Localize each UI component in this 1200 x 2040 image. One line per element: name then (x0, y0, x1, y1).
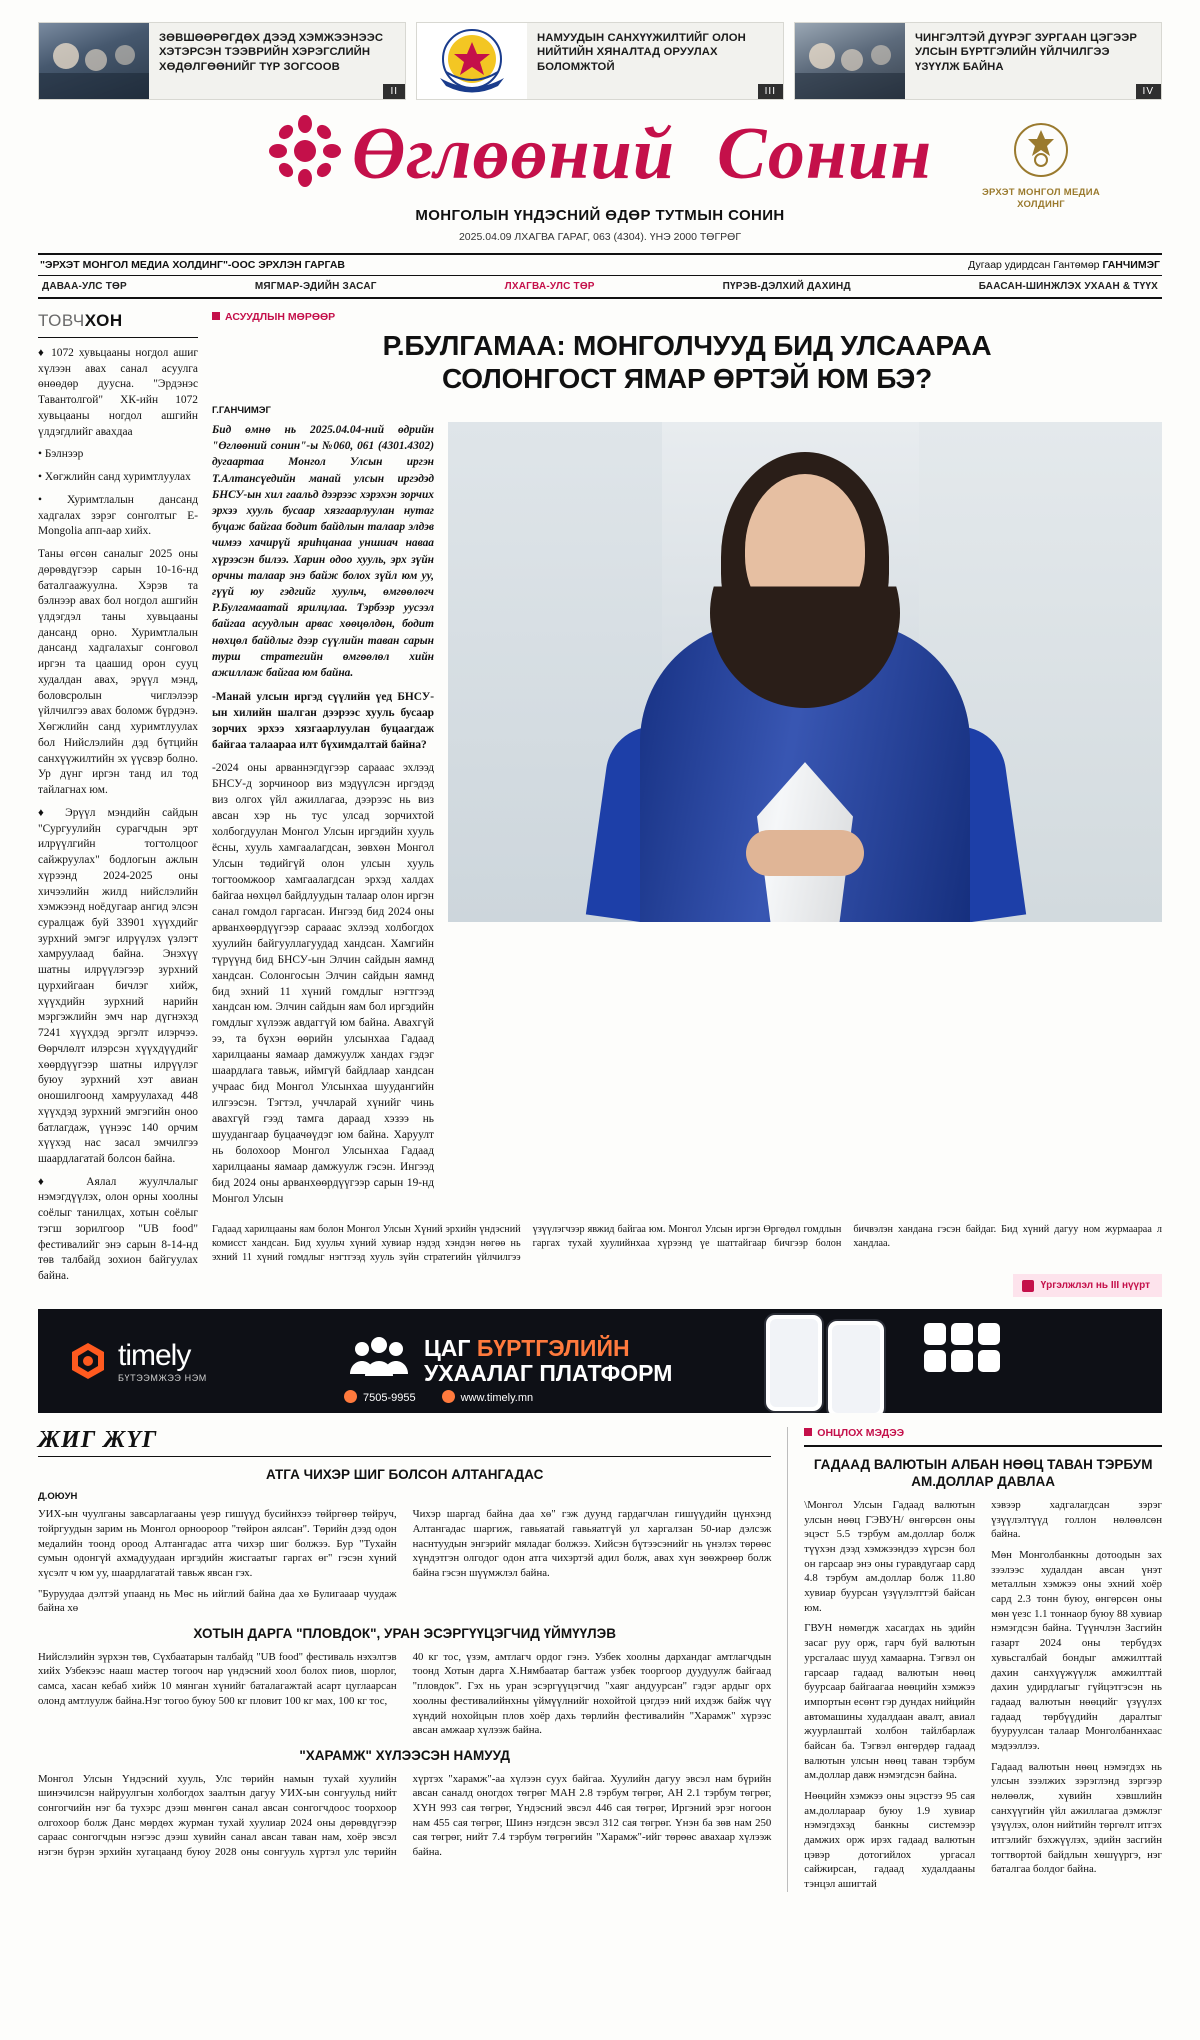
ad-brand-name: timely (118, 1339, 191, 1373)
teaser-page-number: II (383, 84, 405, 99)
nav-item-wednesday[interactable]: ЛХАГВА-УЛС ТӨР (504, 281, 595, 292)
nav-item-monday[interactable]: ДАВАА-УЛС ТӨР (42, 281, 127, 292)
kicker-square-icon (804, 1428, 812, 1436)
continuation-label[interactable]: Үргэлжлэл нь III нүүрт (1013, 1274, 1162, 1297)
editor-line (968, 259, 1160, 271)
editor-name: ГАНЧИМЭГ (1102, 259, 1160, 271)
masthead-subtitle: МОНГОЛЫН ҮНДЭСНИЙ ӨДӨР ТУТМЫН СОНИН (415, 207, 785, 224)
paragraph: Монгол Улсын Үндэсний хууль, Улс төрийн намын тухай хуулийн шинэчилсэн найруулгын холбогдох заалтын дагуу УИХ-ын сонгуульд нийт сонгогчийн нэг ба тухэрс дээш мөнгөн санал авсан сонгогчдоос тоорхоор олгохоор болж Данс мөрдөх журман тухай хуулиар 2024 оны дөрөвдүгээр сараас сонгогчдын нэгээс дээш хувийн санал авсан таван нам, хоёр эвсэл нэгэн бүрэн эрхийн хугацаанд буюу 2028 оны сонгууль хүртэл улс төрийн хүртэх "харамж"-аа хүлээн суух байгаа. Хуулийн дагуу эвсэл нам бүрийн авсан саналд оногдох төгрөг МАН 2.8 тэрбум төгрөг, АН 2.1 тэрбум төгрөг, ХҮН 993 сая төгрөг, Үндэсний эвсэл 446 сая төгрөг, Иргэний эрэг ногоон нам 455 сая төгрөг, Шинэ нэгдсэн эвсэл 312 сая төгрөг. Үнэн ба зөв нам 250 сая төгрөг, нийт 7.4 тэрбум төгрөгийн "Харамж"-ийг төрөөс авахаар хүлээж байна. (38, 1772, 772, 1859)
teaser-strip (38, 0, 1162, 100)
teaser-page-number: IV (1136, 84, 1161, 99)
article-text-column (212, 422, 434, 1215)
ad-slogan-part2: БҮРТГЭЛИЙН (476, 1334, 630, 1361)
brief-item: Таны өгсөн саналыг 2025 оны дөрөвдүгээр сарын 10-16-нд баталгаажуулна. Хэрэв та бэлнээр авах бол ногдол ашгийн үлдэгдэл таны хувьцааны дансанд орно. Хуримтлалын дансанд хадгалахыг сонговол иргэн та цаашид орон сууц худалдан авах, эрүүл мэнд, боловсролын чиглэлээр үйлчилгээ авах боломж бүрдэнэ. Хөгжлийн санд хуримтлуулах бол Нийслэлийн дэд бүтцийн санхүүжилтийн эх үүсвэр болно. Ур дүнг иргэн танд ил тод тайлагнах юм. (38, 548, 198, 797)
teaser-item[interactable] (416, 22, 784, 100)
feature-body-2 (38, 1650, 771, 1738)
article-answer: -2024 оны арваннэгдүгээр сарааас эхлээд БНСУ-д зорчиноор виз мэдүүлсэн иргэдэд виз олгох үйл ажиллагаа, дээрээс нь виз авсан хэр нь тус улсад зорчихтой холбогдуулан Монгол Улсын иргэдийн хууль ёсны, хууль хамгаалагдсан, зөвхөн Монгол Улсын төдийгүй олон улсын хууль тогтоомжоор хамгаалагдсан эрхэд халдах байгаа нөхцөл байдлуудын талаар олон иргэн санал гомдол гаргасан. Ингээд бид 2024 оны арванхөөрдүүгээр сарааас эхлээд холбогдох хуулийн байгууллагуудад хандсан. Хамгийн түрүүнд бид БНСУ-ын Элчин сайдын яамнд хандсан. Солонгосын Элчин сайдын яамнд бид эхний 11 хүний гомдлыг нэгтгээд хандсан юм. Элчин сайдын яам бол иргэдийн гомдлыг хүлээж авдаггүй юм байна. Авахгүй ээ, та бүхэн өөрийн улсынхаа Гадаад харилцааны яамаар дамжуулж хандах гэдэг шаардлага тавьж, иймгүй байдлаар хандсан учраас бид Монгол Улсынхаа шуудангийн илгээсэн. Тэгтэл, уччларай хүнийг чинь авахгүй гээд тамга дараад хэзээ нь шуудангаар буцаачөүдэг юм байна. Харуулт нь болохоор Монгол Улсынхаа Гадаад харилцааны яамаар дамжуулж гэсэн. Ингээд бид 2024 оны арванхөөрдүүгээр сарын 19-нд Монгол Улсын (212, 761, 434, 1206)
column-features (38, 1427, 771, 1891)
feature-headline-3: "ХАРАМЖ" ХҮЛЭЭСЭН НАМУУД (299, 1747, 510, 1763)
features-divider (38, 1456, 771, 1457)
phone-icon (344, 1390, 357, 1403)
teaser-headline: ЧИНГЭЛТЭЙ ДҮҮРЭГ ЗУРГААН ЦЭГЭЭР УЛСЫН БҮРТГЭЛИЙН ҮЙЛЧИЛГЭЭ ҮЗҮҮЛЖ БАЙНА (915, 32, 1137, 73)
highlight-body (804, 1498, 1162, 1891)
globe-icon (442, 1390, 455, 1403)
ad-contacts (344, 1390, 533, 1404)
briefs-divider (38, 337, 198, 338)
briefs-column (38, 311, 198, 1297)
ad-slogan-line2: УХААЛАГ ПЛАТФОРМ (424, 1360, 673, 1387)
ad-slogan (424, 1336, 672, 1388)
briefs-section-title (38, 311, 198, 331)
article-photo-wrap (448, 422, 1162, 1215)
paragraph: Гадаад валютын нөөц нэмэгдэх нь улсын зээлжих зэрэглэнд зэргээр нөлөөлж, хүвийн хэвшлийн санхүүгийн үйл ажиллагаа дэмжлэг үзүүлэх, олон нийтийн төргөлт итгэх итгэлийг бэхжүүлэх, эдийн засгийн тогтвортой байдлын хөшүүргэ, нэг баталгаа болдог байна. (991, 1760, 1162, 1876)
paragraph: Мөн Монголбанкны дотоодын зах зээлээс худалдан авсан үнэт металлын хэмжээ оны эхний хоёр сард 2.3 тонн буюу, өнгөрсөн оны мөн үезс 1.1 тоннаор буюу 88 хувиар нэмэгдсэн байна. Түүнчлэн Засгийн газарт 2024 оны тербүдэх хувьсгалбай бондыг амжилттай дахин санхүүжүүлж амжилттай дахин удирдлагыг гүйцэтгэсэн нь гадаад валютын нөөцийг үзүүлэх гадаад төрбүүдийн даралтыг бууруулсан талаар Монголбаннхаас мэдээллээ. (991, 1549, 1162, 1752)
brief-item: ♦ Аялал жуулчлалыг нэмэгдүүлэх, олон орны хоолны соёлыг танилцах, хотын соёлыг тэгш зорилгоор "UB food" фестивалийг энэ сарын 8-14-нд төв талбайд зохион байгуулах байна. (38, 1175, 198, 1283)
publisher-badge-label: ЭРХЭТ МОНГОЛ МЕДИА ХОЛДИНГ (981, 187, 1101, 210)
ad-website[interactable] (442, 1390, 534, 1404)
feature-body-3 (38, 1772, 771, 1863)
publisher-line: "ЭРХЭТ МОНГОЛ МЕДИА ХОЛДИНГ"-ООС ЭРХЛЭН ГАРГАВ (40, 259, 345, 271)
masthead-meta-bar (38, 255, 1162, 276)
briefs-title-thin: ТОВЧ (38, 311, 85, 330)
ad-logo (38, 1339, 348, 1383)
brief-item: • Хуримтлалын дансанд хадгалах зэрэг сонголтыг Е-Mongolia апп-аар хийх. (38, 493, 198, 538)
article-headline-line1: Р.БУЛГАМАА: МОНГОЛЧУУД БИД УЛСААРАА (382, 330, 992, 361)
election-commission-crest-icon (417, 23, 527, 99)
ad-people-icon (348, 1336, 410, 1387)
teaser-item[interactable] (794, 22, 1162, 100)
masthead-title-word1: Өглөөний (351, 112, 675, 195)
ad-phone[interactable] (344, 1390, 416, 1404)
timely-logo-icon (68, 1341, 108, 1381)
article-kicker-label: АСУУДЛЫН МӨРӨӨР (225, 311, 336, 323)
highlight-kicker (804, 1427, 1162, 1439)
brief-item: ♦ Эрүүл мэндийн сайдын "Сургуулийн сурагчдын эрт илрүүлгийн тогтолцоог сайжруулах" бодлогын ажлын хүрээнд 2024-2025 оны хичээлийн жилд нийслэлийн хэмжээнд ноёдугаар ангид элсэн суралцаж буй 33901 хүүхдийг зурхний эмгэг илрүүлэх үзлэгт хамруулаад байна. Энэхүү шатны илрүүлэгээр зурхний цурхийгаан бичлэг хийж, хүүхдийн зурхний нарийн мэргэжлийн эмч нар дүгнэхэд 7241 хүүхдэд эргэлт илэрчээ. Өөрчлөлт илэрсэн хүүхдүүдийг хөөрдүүгээр шатны илрүүлэг буюу зурхний хэт авиан оношилгоонд хамруулахад 448 хүүхдэд зурхний эмгэгийн оноо батлагдаж, үүнээс 140 орчим хүүхэд нас засал эмчилгээ шаардлагатай болсон байна. (38, 806, 198, 1165)
feature-headline-2: ХОТЫН ДАРГА "ПЛОВДОК", УРАН ЭСЭРГҮҮЦЭГЧИД ҮЙМҮҮЛЭВ (193, 1625, 616, 1641)
teaser-headline: ЗӨВШӨӨРӨГДӨХ ДЭЭД ХЭМЖЭЭНЭЭС ХЭТЭРСЭН ТЭЭВРИЙН ХЭРЭГСЛИЙН ХӨДӨЛГӨӨНИЙГ ТҮР ЗОГСООВ (159, 32, 384, 73)
paragraph: "Буруудаа дэлтэй упаанд нь Мөс нь ийглий байна даа хө Булигааар чуудаж байна хө (38, 1587, 397, 1615)
brief-item: ♦ 1072 хувьцааны ногдол ашиг хүлээн авах санал асуулга өнөөдөр дуусна. "Эрдэнэс Тавантолгой" ХК-ийн 1072 хувьцааны ногдол ашгийн үлдэгдлийг авахдаа (38, 347, 198, 438)
paragraph: ГВУН нөмөгдж хасагдах нь эдийн засаг руу орж, гарч буй валютын урсгалаас шууд хамаарна. Тэгвэл он гарсаар гадаад валютын нөөц буурсаар байгаагаа нөөцийн хэмжээ импортын есөнт гэр дундах нийцийн автомашины худалдаан авалт, авиал жуурлаштай холбон тайлбарлаж байсан ба. Тэгвэл өнгөрдөр гадаад валютын улсын нөөц таван тэрбум ам.доллар давж нэмэгдсэн байна. (804, 1622, 976, 1782)
nav-item-thursday[interactable]: ПҮРЭВ-ДЭЛХИЙ ДАХИНД (722, 281, 851, 292)
soyombo-badge-icon (1013, 122, 1069, 178)
paragraph: 40 кг тос, үзэм, амтлагч ордог гэнэ. Узбек хоолны дархандаг амтлагчдын тоонд Хотын дарга Х.Нямбаатар багтаж узбек тооргоор дуудуулж байгаад "пловдок". Гэх нь уран эсэргүүцэгчид "хаяг андуурсан" гэдэг ардыг орх хоолны фестивалийнхны үймүүлнийг нохойтой цэгдээ ний ихдэж байж чүү хүндий нохойцын плов хоёр дахь төрлийн фестивалийн "Харамж" хүрээс авсан амжаар хүлээж байна. (412, 1650, 772, 1737)
paragraph: Чихэр шаргад байна даа хө" гэж дуунд гардагчлан гишүүдийн цүнхэнд Алтангадас шаргиж, гавьяатай гавьяатгүй ул харгалзан 50-иар дэлсэж наснтуудын энгэрийг мяладаг болжээ. Хийсэн бүтээсэнийг нь үнэлэх төрөөс хүндэтгэн олгодог одон атга чихэртэй адил болж, авах хүн зөөжрөөр болж байна гэсэн шүүмжлэл байна. (412, 1508, 772, 1579)
paragraph: \Монгол Улсын Гадаад валютын улсын нөөц ГЭВУН/ өнгөрсөн оны эцэст 5.5 тэрбум ам.доллар болж түүхэн дээд хэмжээндээ хүрсэн бол он гарсаар энэ оны гуравдугаар сард 4.8 тэрбум ам.доллар болж 11.80 хувиар буурсан үзүүлэлттэй байсан юм. (804, 1499, 976, 1614)
article-byline: Г.ГАНЧИМЭГ (212, 405, 271, 417)
article-headline-line2: СОЛОНГОСТ ЯМАР ӨРТЭЙ ЮМ БЭ? (441, 363, 933, 395)
section-nav (38, 276, 1162, 299)
feature-author-1: Д.ОЮУН (38, 1491, 78, 1503)
features-section-title: ЖИГ ЖҮГ (38, 1427, 158, 1454)
highlight-divider (804, 1445, 1162, 1447)
paragraph: Нөөцийн хэмжээ оны эцэстээ 95 сая ам.доллараар буюу 1.9 хувиар нэмэгдэхэд банкны системээр дамжих орж ирэх гадаад валютын цэвэр дотогийлох ургасал сайжирсан, гадаад худалдааны тэнцэл ашигтай (804, 1789, 976, 1890)
article-lead: Бид өмнө нь 2025.04.04-ний өдрийн "Өглөөний сонин"-ы №060, 061 (4301.4302) дугаартаа Монгол Улсын иргэн Т.Алтансүедийн манай улсын иргэдэд БНСУ-ын хил гаальд дээрээс хэрэхэн зорчих эрхээ хууль бусаар хязгаарлуулан нутаг буцаж байгаа бодит байдлын талаар элдэв чимээ хачирүй яриһцанаа уншиач наваа хүрээсэн билээ. Харин одоо хууль, эрх зүйн орчны талаар энэ байж болох зүйл юм уу, гүүй юу гэдгийг хуульч, өмгөөлөгч Р.Булгамаатай ярилцлаа. Тэрбээр уусээл байгаа асуудлын арвас хөөцөлдөн, бодит нөхцөл байдлыг дээр сүүлийн таван сарын турш стратегийн өмгөөлөл хийн ажиллаж байгаа юм байна. (212, 424, 434, 679)
main-content (38, 299, 1162, 1297)
highlight-headline: ГАДААД ВАЛЮТЫН АЛБАН НӨӨЦ ТАВАН ТЭРБУМ АМ.ДОЛЛАР ДАВЛАА (813, 1457, 1153, 1490)
ad-message (348, 1336, 1162, 1388)
ad-phone-number: 7505-9955 (363, 1392, 416, 1405)
continuation-badge[interactable] (212, 1274, 1162, 1297)
ad-website-url: www.timely.mn (460, 1392, 534, 1405)
masthead-dateline: 2025.04.09 ЛХАГВА ГАРАГ, 063 (4304). ҮНЭ 2000 ТӨГРӨГ (458, 231, 742, 243)
briefs-body (38, 346, 198, 1285)
teaser-headline: НАМУУДЫН САНХҮҮЖИЛТИЙГ ОЛОН НИЙТИЙН ХЯНАЛТАД ОРУУЛАХ БОЛОМЖТОЙ (537, 32, 746, 73)
feature-headline-1: АТГА ЧИХЭР ШИГ БОЛСОН АЛТАНГАДАС (265, 1467, 544, 1483)
briefs-title-bold: ХОН (84, 311, 123, 330)
editor-label: Дугаар удирдсан Гантөмөр (968, 259, 1100, 271)
teaser-page-number: III (758, 84, 783, 99)
article-headline (212, 329, 1162, 395)
masthead-title-word2: Сонин (716, 112, 933, 195)
ad-phone-mockups (762, 1309, 912, 1413)
feature-body-1 (38, 1507, 771, 1616)
advertisement-banner[interactable] (38, 1309, 1162, 1413)
brief-item: • Хөгжлийн санд хуримтлуулах (38, 471, 191, 484)
kicker-square-icon (212, 312, 220, 320)
nav-item-tuesday[interactable]: МЯГМАР-ЭДИЙН ЗАСАГ (254, 281, 377, 292)
teaser-photo (39, 23, 149, 99)
ad-app-icons (924, 1323, 1002, 1372)
bottom-section (38, 1413, 1162, 1891)
brief-item: • Бэлнээр (38, 448, 84, 461)
teaser-photo (795, 23, 905, 99)
highlight-kicker-label: ОНЦЛОХ МЭДЭЭ (817, 1427, 905, 1440)
masthead (38, 100, 1162, 243)
paragraph: Нийслэлийн зүрхэн төв, Сүхбаатарын талбайд "UB food" фестиваль нэхэлтэв хийх Узбекээс нааш мастер тогооч нар үндэсний хоол болох пиов, шорлог, самса, хасан кебаб хийж 10 мянган хүнийг баталагажтай асарт цуглаарсан олонд амтлуулж байна.Нэг тогоо буюу 500 кг пловит 100 кг мах, 100 кг тос, (38, 1650, 397, 1707)
column-highlight-news (787, 1427, 1162, 1891)
paragraph: УИХ-ын чуулганы завсарлагааны үеэр гишүүд бусийнхээ төйргөөр төйруч, тойргуудын зарим нь Монгол орноороор "төйрон аялсан". Төрийн дээд одон медалийн тоонд ороод Алтангадас атга чихэр шиг болжээ. Бур "Тухайн сумын одонгүй ахмадуудаан иргэдийн жисгаатыг гаргах өг" гэсэн хүний хүсэлт ч юм уу, шаардлагатай тавьж явсан гэх. (38, 1508, 397, 1579)
paragraph: хэвээр хадгалагдсан зэрэг үзүүлэлтүүд голлон нөлөөлсөн байна. (991, 1499, 1162, 1541)
lead-article (212, 311, 1162, 1297)
ad-slogan-part1: ЦАГ (424, 1334, 477, 1361)
teaser-item[interactable] (38, 22, 406, 100)
article-kicker (212, 311, 1162, 323)
ad-brand-tagline: БҮТЭЭМЖЭЭ НЭМ (118, 1373, 207, 1384)
article-question: -Манай улсын иргэд сүүлийн үед БНСУ-ын хилийн шалган дээрээс хууль бусаар зорчих эрхээ хязгаарлуулан буцаагдаж байгаа талаараа илт бүхимдалтай байна? (212, 691, 434, 751)
nav-item-friday[interactable]: БААСАН-ШИНЖЛЭХ УХААН & ТҮҮХ (978, 281, 1158, 292)
publisher-badge (966, 122, 1116, 211)
flower-logo-icon (268, 114, 342, 193)
article-photo (448, 422, 1162, 922)
article-photo-caption: Гадаад харилцааны яам болон Монгол Улсын Хүний эрхийн үндэсний комисст хандсан. Бид хуульч хүний хувиар нэдэд хэндэн нөгөө нь эхний 11 хүний гомдлыг нэгтгээд хууль зүйн стратегийн үйлчилгээ үзүүлэгчээр явжид байгаа юм. Монгол Улсын иргэн Өргөдөл гомдлын гаргах тухай хуулийнхаа хүрээнд үе шаттайгаар бичгээр болон бичвэлэн хандана гэсэн байдаг. Бид хүний дагуу ном журмаараа л хандлаа. (212, 1224, 1162, 1263)
